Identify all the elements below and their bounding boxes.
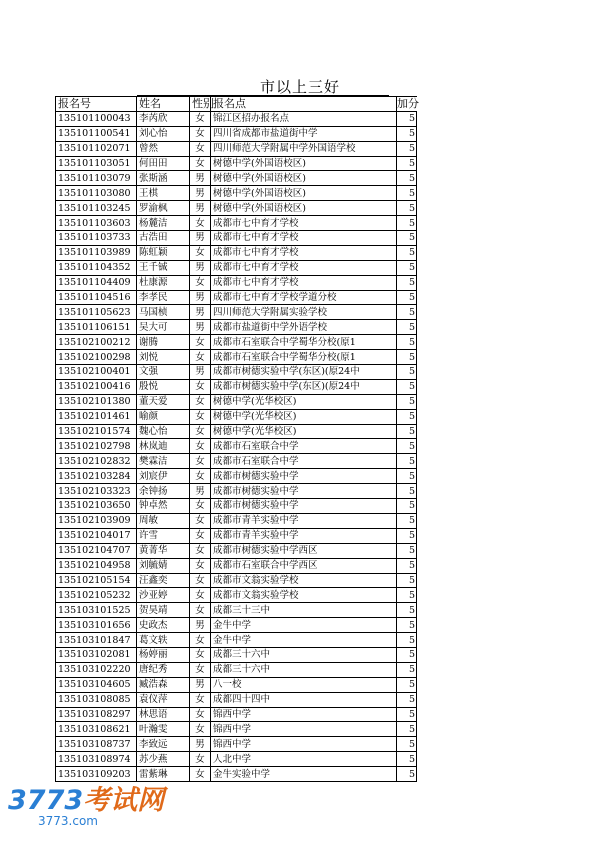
cell-gender: 女	[190, 245, 211, 260]
cell-exam-id: 135103104605	[56, 677, 137, 692]
score-table	[55, 96, 417, 782]
cell-name: 何田田	[137, 156, 190, 171]
cell-name: 史政杰	[137, 618, 190, 633]
cell-gender: 女	[190, 558, 211, 573]
cell-name: 王千铖	[137, 260, 190, 275]
cell-gender: 男	[190, 171, 211, 186]
cell-exam-site: 树德中学(光华校区)	[211, 424, 397, 439]
cell-bonus-points: 5	[397, 484, 417, 499]
cell-exam-id: 135101103733	[56, 231, 137, 246]
cell-bonus-points: 5	[397, 216, 417, 231]
table-row	[56, 156, 417, 171]
cell-exam-id: 135101104352	[56, 260, 137, 275]
cell-exam-id: 135101103245	[56, 201, 137, 216]
cell-gender: 女	[190, 409, 211, 424]
cell-bonus-points: 5	[397, 543, 417, 558]
table-row	[56, 305, 417, 320]
cell-exam-site: 四川师范大学附属实验学校	[211, 305, 397, 320]
cell-gender: 女	[190, 692, 211, 707]
cell-exam-site: 锦西中学	[211, 737, 397, 752]
cell-exam-site: 锦西中学	[211, 707, 397, 722]
cell-gender: 女	[190, 528, 211, 543]
cell-bonus-points: 5	[397, 722, 417, 737]
cell-exam-site: 八一校	[211, 677, 397, 692]
table-row	[56, 752, 417, 767]
cell-name: 许雪	[137, 528, 190, 543]
cell-name: 张斯涵	[137, 171, 190, 186]
cell-exam-site: 锦江区招办报名点	[211, 111, 397, 126]
cell-exam-site: 人北中学	[211, 752, 397, 767]
cell-exam-id: 135102105232	[56, 588, 137, 603]
cell-exam-id: 135102100212	[56, 335, 137, 350]
cell-exam-site: 成都市树德实验中学	[211, 469, 397, 484]
table-row	[56, 201, 417, 216]
table-row	[56, 528, 417, 543]
header-gender: 性别	[190, 97, 211, 112]
cell-exam-id: 135102100298	[56, 350, 137, 365]
cell-bonus-points: 5	[397, 394, 417, 409]
page-title: 市以上三好	[259, 78, 340, 96]
table-row	[56, 424, 417, 439]
cell-exam-id: 135102103650	[56, 499, 137, 514]
table-row	[56, 141, 417, 156]
cell-exam-id: 135103108085	[56, 692, 137, 707]
brand-url: 3773.com	[38, 814, 98, 828]
cell-exam-site: 树德中学(外国语校区)	[211, 171, 397, 186]
table-row	[56, 350, 417, 365]
cell-exam-site: 成都市树德实验中学(东区)(原24中	[211, 379, 397, 394]
cell-bonus-points: 5	[397, 603, 417, 618]
cell-gender: 女	[190, 722, 211, 737]
cell-bonus-points: 5	[397, 231, 417, 246]
cell-gender: 男	[190, 737, 211, 752]
cell-bonus-points: 5	[397, 290, 417, 305]
table-row	[56, 365, 417, 380]
cell-name: 刘悦	[137, 350, 190, 365]
cell-bonus-points: 5	[397, 469, 417, 484]
cell-bonus-points: 5	[397, 305, 417, 320]
cell-exam-id: 135101104409	[56, 275, 137, 290]
cell-exam-site: 成都市七中育才学校	[211, 245, 397, 260]
cell-bonus-points: 5	[397, 558, 417, 573]
cell-bonus-points: 5	[397, 320, 417, 335]
table-row	[56, 603, 417, 618]
brand-number: 3773	[8, 785, 84, 816]
cell-exam-site: 成都三十六中	[211, 662, 397, 677]
cell-gender: 女	[190, 275, 211, 290]
cell-bonus-points: 5	[397, 633, 417, 648]
cell-bonus-points: 5	[397, 126, 417, 141]
cell-name: 杨麓洁	[137, 216, 190, 231]
cell-exam-id: 135101103603	[56, 216, 137, 231]
cell-gender: 男	[190, 201, 211, 216]
cell-exam-id: 135102102798	[56, 439, 137, 454]
cell-exam-site: 成都市七中育才学校学道分校	[211, 290, 397, 305]
table-row	[56, 588, 417, 603]
table-row	[56, 454, 417, 469]
cell-exam-id: 135102101380	[56, 394, 137, 409]
cell-gender: 女	[190, 126, 211, 141]
cell-exam-id: 135101104516	[56, 290, 137, 305]
cell-gender: 女	[190, 588, 211, 603]
cell-exam-site: 成都市盐道街中学外语学校	[211, 320, 397, 335]
cell-exam-id: 135102105154	[56, 573, 137, 588]
cell-exam-site: 树德中学(外国语校区)	[211, 156, 397, 171]
cell-gender: 女	[190, 469, 211, 484]
cell-gender: 女	[190, 633, 211, 648]
table-row	[56, 231, 417, 246]
cell-bonus-points: 5	[397, 171, 417, 186]
table-row	[56, 573, 417, 588]
cell-gender: 女	[190, 603, 211, 618]
cell-name: 杜康源	[137, 275, 190, 290]
cell-exam-id: 135103109203	[56, 767, 137, 782]
table-row	[56, 111, 417, 126]
cell-bonus-points: 5	[397, 573, 417, 588]
cell-exam-site: 成都市石室联合中学西区	[211, 558, 397, 573]
table-row	[56, 245, 417, 260]
cell-name: 文强	[137, 365, 190, 380]
cell-gender: 女	[190, 394, 211, 409]
cell-name: 刘毓婧	[137, 558, 190, 573]
cell-exam-site: 成都市树德实验中学西区	[211, 543, 397, 558]
brand-logo	[8, 778, 164, 817]
table-row	[56, 186, 417, 201]
table-row	[56, 469, 417, 484]
cell-gender: 男	[190, 260, 211, 275]
cell-name: 周敏	[137, 513, 190, 528]
table-row	[56, 737, 417, 752]
cell-bonus-points: 5	[397, 513, 417, 528]
cell-gender: 男	[190, 677, 211, 692]
cell-bonus-points: 5	[397, 499, 417, 514]
cell-name: 古浩田	[137, 231, 190, 246]
brand-chinese: 考试网	[83, 785, 165, 816]
cell-bonus-points: 5	[397, 365, 417, 380]
cell-gender: 男	[190, 186, 211, 201]
cell-exam-id: 135103101525	[56, 603, 137, 618]
table-row	[56, 409, 417, 424]
table-row	[56, 394, 417, 409]
cell-name: 钟卓然	[137, 499, 190, 514]
cell-name: 樊霖洁	[137, 454, 190, 469]
cell-gender: 男	[190, 305, 211, 320]
cell-exam-id: 135102102832	[56, 454, 137, 469]
cell-exam-site: 成都市树德实验中学(东区)(原24中	[211, 365, 397, 380]
cell-exam-id: 135101103989	[56, 245, 137, 260]
cell-exam-site: 成都市石室联合中学	[211, 454, 397, 469]
cell-bonus-points: 5	[397, 424, 417, 439]
cell-bonus-points: 5	[397, 245, 417, 260]
cell-exam-site: 成都市树德实验中学	[211, 484, 397, 499]
cell-exam-id: 135101103051	[56, 156, 137, 171]
cell-bonus-points: 5	[397, 186, 417, 201]
cell-exam-site: 成都市七中育才学校	[211, 275, 397, 290]
cell-name: 李芮欣	[137, 111, 190, 126]
cell-bonus-points: 5	[397, 767, 417, 782]
cell-gender: 女	[190, 707, 211, 722]
table-row	[56, 379, 417, 394]
cell-name: 袁仪萍	[137, 692, 190, 707]
cell-exam-id: 135103108621	[56, 722, 137, 737]
cell-name: 马国桢	[137, 305, 190, 320]
cell-exam-site: 成都市七中育才学校	[211, 216, 397, 231]
cell-bonus-points: 5	[397, 275, 417, 290]
cell-exam-id: 135103108737	[56, 737, 137, 752]
table-row	[56, 662, 417, 677]
cell-name: 刘宸伊	[137, 469, 190, 484]
table-row	[56, 290, 417, 305]
cell-bonus-points: 5	[397, 201, 417, 216]
cell-exam-id: 135103108974	[56, 752, 137, 767]
cell-exam-site: 金牛实验中学	[211, 767, 397, 782]
cell-exam-site: 成都市青羊实验中学	[211, 528, 397, 543]
table-row	[56, 707, 417, 722]
table-row	[56, 677, 417, 692]
cell-name: 林岚迪	[137, 439, 190, 454]
cell-exam-site: 成都市石室联合中学蜀华分校(原1	[211, 335, 397, 350]
cell-exam-site: 金牛中学	[211, 618, 397, 633]
cell-gender: 女	[190, 216, 211, 231]
cell-name: 罗渝枫	[137, 201, 190, 216]
cell-bonus-points: 5	[397, 260, 417, 275]
cell-exam-site: 四川省成都市盐道街中学	[211, 126, 397, 141]
table-row	[56, 275, 417, 290]
cell-gender: 男	[190, 484, 211, 499]
cell-name: 曾然	[137, 141, 190, 156]
cell-exam-id: 135101103079	[56, 171, 137, 186]
cell-gender: 女	[190, 647, 211, 662]
cell-gender: 女	[190, 662, 211, 677]
watermark-logo	[8, 778, 178, 838]
cell-gender: 女	[190, 156, 211, 171]
cell-name: 吴大可	[137, 320, 190, 335]
cell-bonus-points: 5	[397, 707, 417, 722]
cell-exam-site: 四川师范大学附属中学外国语学校	[211, 141, 397, 156]
header-bonus-points: 加分	[397, 97, 419, 111]
cell-exam-id: 135101100541	[56, 126, 137, 141]
cell-gender: 女	[190, 767, 211, 782]
cell-name: 余钟扬	[137, 484, 190, 499]
table-row	[56, 260, 417, 275]
cell-gender: 男	[190, 618, 211, 633]
cell-gender: 女	[190, 379, 211, 394]
cell-exam-site: 成都市石室联合中学	[211, 439, 397, 454]
cell-name: 董天爱	[137, 394, 190, 409]
cell-exam-id: 135102101461	[56, 409, 137, 424]
table-body	[56, 111, 417, 781]
cell-exam-id: 135102104958	[56, 558, 137, 573]
cell-name: 杨婷丽	[137, 647, 190, 662]
cell-name: 叶瀚雯	[137, 722, 190, 737]
cell-gender: 女	[190, 513, 211, 528]
cell-bonus-points: 5	[397, 618, 417, 633]
cell-exam-site: 树德中学(外国语校区)	[211, 201, 397, 216]
cell-bonus-points: 5	[397, 335, 417, 350]
cell-bonus-points: 5	[397, 692, 417, 707]
cell-name: 魏心怡	[137, 424, 190, 439]
table-row	[56, 647, 417, 662]
cell-bonus-points: 5	[397, 409, 417, 424]
cell-exam-site: 成都三十六中	[211, 647, 397, 662]
header-name: 姓名	[137, 97, 190, 112]
cell-gender: 女	[190, 499, 211, 514]
cell-exam-id: 135102100416	[56, 379, 137, 394]
cell-exam-site: 成都市七中育才学校	[211, 231, 397, 246]
cell-name: 唐纪秀	[137, 662, 190, 677]
cell-exam-id: 135102103323	[56, 484, 137, 499]
cell-name: 李致远	[137, 737, 190, 752]
cell-name: 贺昊靖	[137, 603, 190, 618]
cell-bonus-points: 5	[397, 439, 417, 454]
table-row	[56, 633, 417, 648]
cell-bonus-points: 5	[397, 677, 417, 692]
cell-name: 臧浩森	[137, 677, 190, 692]
cell-bonus-points: 5	[397, 752, 417, 767]
cell-bonus-points: 5	[397, 350, 417, 365]
cell-bonus-points: 5	[397, 662, 417, 677]
cell-gender: 女	[190, 454, 211, 469]
cell-exam-id: 135102103909	[56, 513, 137, 528]
table-row	[56, 126, 417, 141]
cell-name: 王棋	[137, 186, 190, 201]
table-row	[56, 320, 417, 335]
cell-gender: 男	[190, 231, 211, 246]
cell-name: 殷悦	[137, 379, 190, 394]
cell-exam-id: 135102103284	[56, 469, 137, 484]
cell-name: 雷紫琳	[137, 767, 190, 782]
cell-name: 苏少燕	[137, 752, 190, 767]
table-row	[56, 439, 417, 454]
table-row	[56, 513, 417, 528]
cell-name: 刘心怡	[137, 126, 190, 141]
table-row	[56, 484, 417, 499]
cell-name: 陈虹颖	[137, 245, 190, 260]
cell-bonus-points: 5	[397, 737, 417, 752]
cell-bonus-points: 5	[397, 111, 417, 126]
cell-exam-site: 成都三十三中	[211, 603, 397, 618]
cell-gender: 女	[190, 752, 211, 767]
table-row	[56, 335, 417, 350]
cell-gender: 女	[190, 111, 211, 126]
cell-bonus-points: 5	[397, 379, 417, 394]
cell-exam-id: 135101103080	[56, 186, 137, 201]
cell-gender: 女	[190, 350, 211, 365]
cell-gender: 女	[190, 424, 211, 439]
cell-exam-site: 成都市树德实验中学	[211, 499, 397, 514]
cell-exam-id: 135103101656	[56, 618, 137, 633]
cell-exam-site: 成都市石室联合中学蜀华分校(原1	[211, 350, 397, 365]
cell-exam-id: 135102100401	[56, 365, 137, 380]
cell-exam-id: 135102101574	[56, 424, 137, 439]
cell-name: 沙亚婷	[137, 588, 190, 603]
cell-exam-id: 135102104707	[56, 543, 137, 558]
table-row	[56, 558, 417, 573]
table-row	[56, 692, 417, 707]
header-exam-id: 报名号	[56, 97, 137, 112]
cell-gender: 女	[190, 573, 211, 588]
cell-gender: 男	[190, 290, 211, 305]
cell-exam-id: 135103108297	[56, 707, 137, 722]
cell-exam-site: 成都市七中育才学校	[211, 260, 397, 275]
cell-exam-site: 树德中学(光华校区)	[211, 409, 397, 424]
cell-name: 李孝民	[137, 290, 190, 305]
header-exam-site: 报名点	[211, 97, 397, 112]
cell-exam-site: 成都市文翁实验学校	[211, 588, 397, 603]
cell-exam-id: 135101102071	[56, 141, 137, 156]
cell-exam-site: 成都市文翁实验学校	[211, 573, 397, 588]
cell-exam-site: 成都市青羊实验中学	[211, 513, 397, 528]
cell-exam-id: 135103101847	[56, 633, 137, 648]
cell-name: 谢腾	[137, 335, 190, 350]
cell-exam-id: 135102104017	[56, 528, 137, 543]
cell-exam-id: 135103102081	[56, 647, 137, 662]
cell-name: 葛文轶	[137, 633, 190, 648]
cell-bonus-points: 5	[397, 454, 417, 469]
table-row	[56, 543, 417, 558]
cell-exam-site: 树德中学(光华校区)	[211, 394, 397, 409]
cell-exam-id: 135101100043	[56, 111, 137, 126]
cell-bonus-points: 5	[397, 141, 417, 156]
table-row	[56, 722, 417, 737]
cell-gender: 男	[190, 320, 211, 335]
cell-exam-site: 金牛中学	[211, 633, 397, 648]
cell-bonus-points: 5	[397, 156, 417, 171]
cell-bonus-points: 5	[397, 588, 417, 603]
cell-exam-id: 135101106151	[56, 320, 137, 335]
cell-bonus-points: 5	[397, 528, 417, 543]
table-header-row	[56, 97, 417, 112]
cell-gender: 女	[190, 543, 211, 558]
cell-name: 喻颜	[137, 409, 190, 424]
cell-exam-site: 树德中学(外国语校区)	[211, 186, 397, 201]
table-row	[56, 216, 417, 231]
cell-gender: 女	[190, 141, 211, 156]
cell-name: 林思语	[137, 707, 190, 722]
cell-exam-site: 成都四十四中	[211, 692, 397, 707]
table-row	[56, 171, 417, 186]
cell-exam-id: 135103102220	[56, 662, 137, 677]
cell-exam-site: 锦西中学	[211, 722, 397, 737]
cell-exam-id: 135101105623	[56, 305, 137, 320]
cell-gender: 男	[190, 365, 211, 380]
table-row	[56, 499, 417, 514]
cell-name: 黄菁华	[137, 543, 190, 558]
cell-gender: 女	[190, 439, 211, 454]
table-row	[56, 618, 417, 633]
cell-gender: 女	[190, 335, 211, 350]
cell-name: 汪鑫奕	[137, 573, 190, 588]
cell-bonus-points: 5	[397, 647, 417, 662]
